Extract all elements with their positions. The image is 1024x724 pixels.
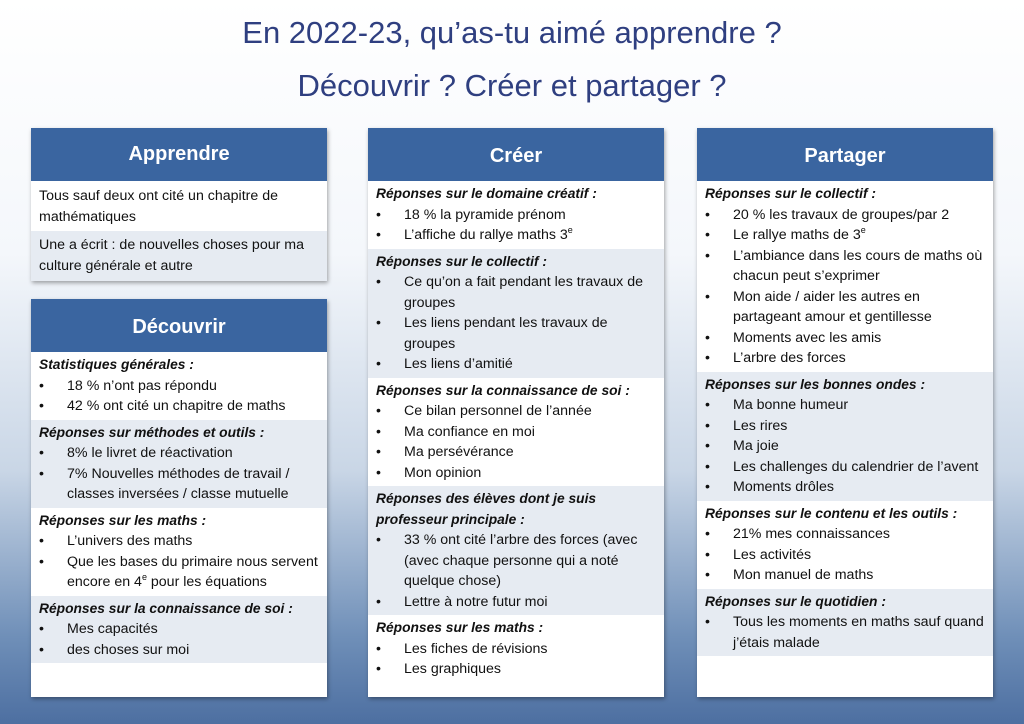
creer-header: Créer bbox=[368, 128, 664, 181]
list-item: • 21% mes connaissances bbox=[705, 524, 985, 545]
list-item: • L’affiche du rallye maths 3e bbox=[376, 225, 656, 246]
partager-section bbox=[697, 181, 993, 372]
section-title: Réponses sur le quotidien : bbox=[705, 593, 886, 609]
list-item: • Mon aide / aider les autres en partageant amour et gentillesse bbox=[705, 287, 985, 328]
list-item: • Les graphiques bbox=[376, 659, 656, 680]
apprendre-panel bbox=[31, 128, 327, 281]
apprendre-header: Apprendre bbox=[31, 128, 327, 181]
creer-section bbox=[368, 486, 664, 615]
bullet-list bbox=[376, 205, 656, 246]
partager-panel bbox=[697, 128, 993, 697]
section-title: Réponses sur la connaissance de soi : bbox=[376, 382, 630, 398]
list-item: • 33 % ont cité l’arbre des forces (avec (avec chaque personne qui a noté quelque chose) bbox=[376, 530, 656, 592]
section-title: Réponses sur le domaine créatif : bbox=[376, 186, 597, 201]
list-item: • 42 % ont cité un chapitre de maths bbox=[39, 396, 319, 417]
apprendre-item bbox=[31, 231, 327, 281]
partager-header: Partager bbox=[697, 128, 993, 181]
list-item: • L’arbre des forces bbox=[705, 348, 985, 369]
list-item: • Moments drôles bbox=[705, 477, 985, 498]
list-item: • Ma bonne humeur bbox=[705, 395, 985, 416]
bullet-list bbox=[39, 619, 319, 660]
partager-section bbox=[697, 589, 993, 657]
decouvrir-section bbox=[31, 508, 327, 596]
page-subtitle: Découvrir ? Créer et partager ? bbox=[297, 68, 727, 103]
apprendre-item bbox=[31, 181, 327, 231]
list-item: • Mon opinion bbox=[376, 463, 656, 484]
page-title: En 2022-23, qu’as-tu aimé apprendre ? bbox=[242, 15, 782, 50]
list-item: • Les liens pendant les travaux de groupes bbox=[376, 313, 656, 354]
decouvrir-section bbox=[31, 596, 327, 664]
list-item: • Lettre à notre futur moi bbox=[376, 592, 656, 613]
decouvrir-header: Découvrir bbox=[31, 299, 327, 352]
section-title: Réponses sur le collectif : bbox=[705, 186, 876, 201]
list-item: • Ce qu’on a fait pendant les travaux de groupes bbox=[376, 272, 656, 313]
bullet-list bbox=[705, 524, 985, 586]
list-item: • Le rallye maths de 3e bbox=[705, 225, 985, 246]
list-item: • 7% Nouvelles méthodes de travail / classes inversées / classe mutuelle bbox=[39, 464, 319, 505]
bullet-list bbox=[705, 205, 985, 369]
creer-section bbox=[368, 249, 664, 378]
list-item: • Les challenges du calendrier de l’avent bbox=[705, 457, 985, 478]
section-title: Réponses sur les maths : bbox=[39, 512, 207, 528]
list-item: • Mon manuel de maths bbox=[705, 565, 985, 586]
list-item: • Moments avec les amis bbox=[705, 328, 985, 349]
partager-section bbox=[697, 501, 993, 589]
list-item: • Les rires bbox=[705, 416, 985, 437]
apprendre-item-text: Tous sauf deux ont cité un chapitre de mathématiques bbox=[39, 188, 278, 225]
section-title: Réponses sur le contenu et les outils : bbox=[705, 505, 958, 521]
partager-section bbox=[697, 372, 993, 501]
list-item: • 8% le livret de réactivation bbox=[39, 443, 319, 464]
creer-panel bbox=[368, 128, 664, 697]
list-item: • 18 % la pyramide prénom bbox=[376, 205, 656, 226]
list-item: • Les fiches de révisions bbox=[376, 639, 656, 660]
bullet-list bbox=[376, 272, 656, 375]
section-title: Réponses sur méthodes et outils : bbox=[39, 424, 265, 440]
bullet-list bbox=[376, 639, 656, 680]
list-item: • Ma confiance en moi bbox=[376, 422, 656, 443]
section-title: Réponses sur les bonnes ondes : bbox=[705, 376, 926, 392]
apprendre-item-text: Une a écrit : de nouvelles choses pour ma culture générale et autre bbox=[39, 237, 304, 274]
bullet-list bbox=[376, 530, 656, 612]
list-item: • des choses sur moi bbox=[39, 640, 319, 661]
list-item: • 18 % n’ont pas répondu bbox=[39, 376, 319, 397]
creer-section bbox=[368, 615, 664, 683]
decouvrir-section bbox=[31, 352, 327, 420]
section-title: Réponses sur la connaissance de soi : bbox=[39, 600, 293, 616]
section-title: Statistiques générales : bbox=[39, 357, 194, 372]
decouvrir-panel bbox=[31, 299, 327, 697]
list-item: • L’ambiance dans les cours de maths où chacun peut s’exprimer bbox=[705, 246, 985, 287]
list-item: • L’univers des maths bbox=[39, 531, 319, 552]
section-title: Réponses sur les maths : bbox=[376, 620, 544, 635]
creer-section bbox=[368, 378, 664, 487]
list-item: • Ma joie bbox=[705, 436, 985, 457]
bullet-list bbox=[39, 531, 319, 593]
section-title: Réponses sur le collectif : bbox=[376, 253, 547, 269]
list-item: • Mes capacités bbox=[39, 619, 319, 640]
list-item: • Que les bases du primaire nous servent encore en 4e pour les équations bbox=[39, 552, 319, 593]
list-item: • 20 % les travaux de groupes/par 2 bbox=[705, 205, 985, 226]
bullet-list bbox=[376, 401, 656, 483]
list-item: • Tous les moments en maths sauf quand j’étais malade bbox=[705, 612, 985, 653]
list-item: • Les activités bbox=[705, 545, 985, 566]
list-item: • Ce bilan personnel de l’année bbox=[376, 401, 656, 422]
list-item: • Ma persévérance bbox=[376, 442, 656, 463]
list-item: • Les liens d’amitié bbox=[376, 354, 656, 375]
bullet-list bbox=[39, 376, 319, 417]
section-title: Réponses des élèves dont je suis professeur principale : bbox=[376, 491, 597, 527]
bullet-list bbox=[705, 612, 985, 653]
decouvrir-section bbox=[31, 420, 327, 508]
creer-section bbox=[368, 181, 664, 249]
bullet-list bbox=[39, 443, 319, 505]
bullet-list bbox=[705, 395, 985, 498]
